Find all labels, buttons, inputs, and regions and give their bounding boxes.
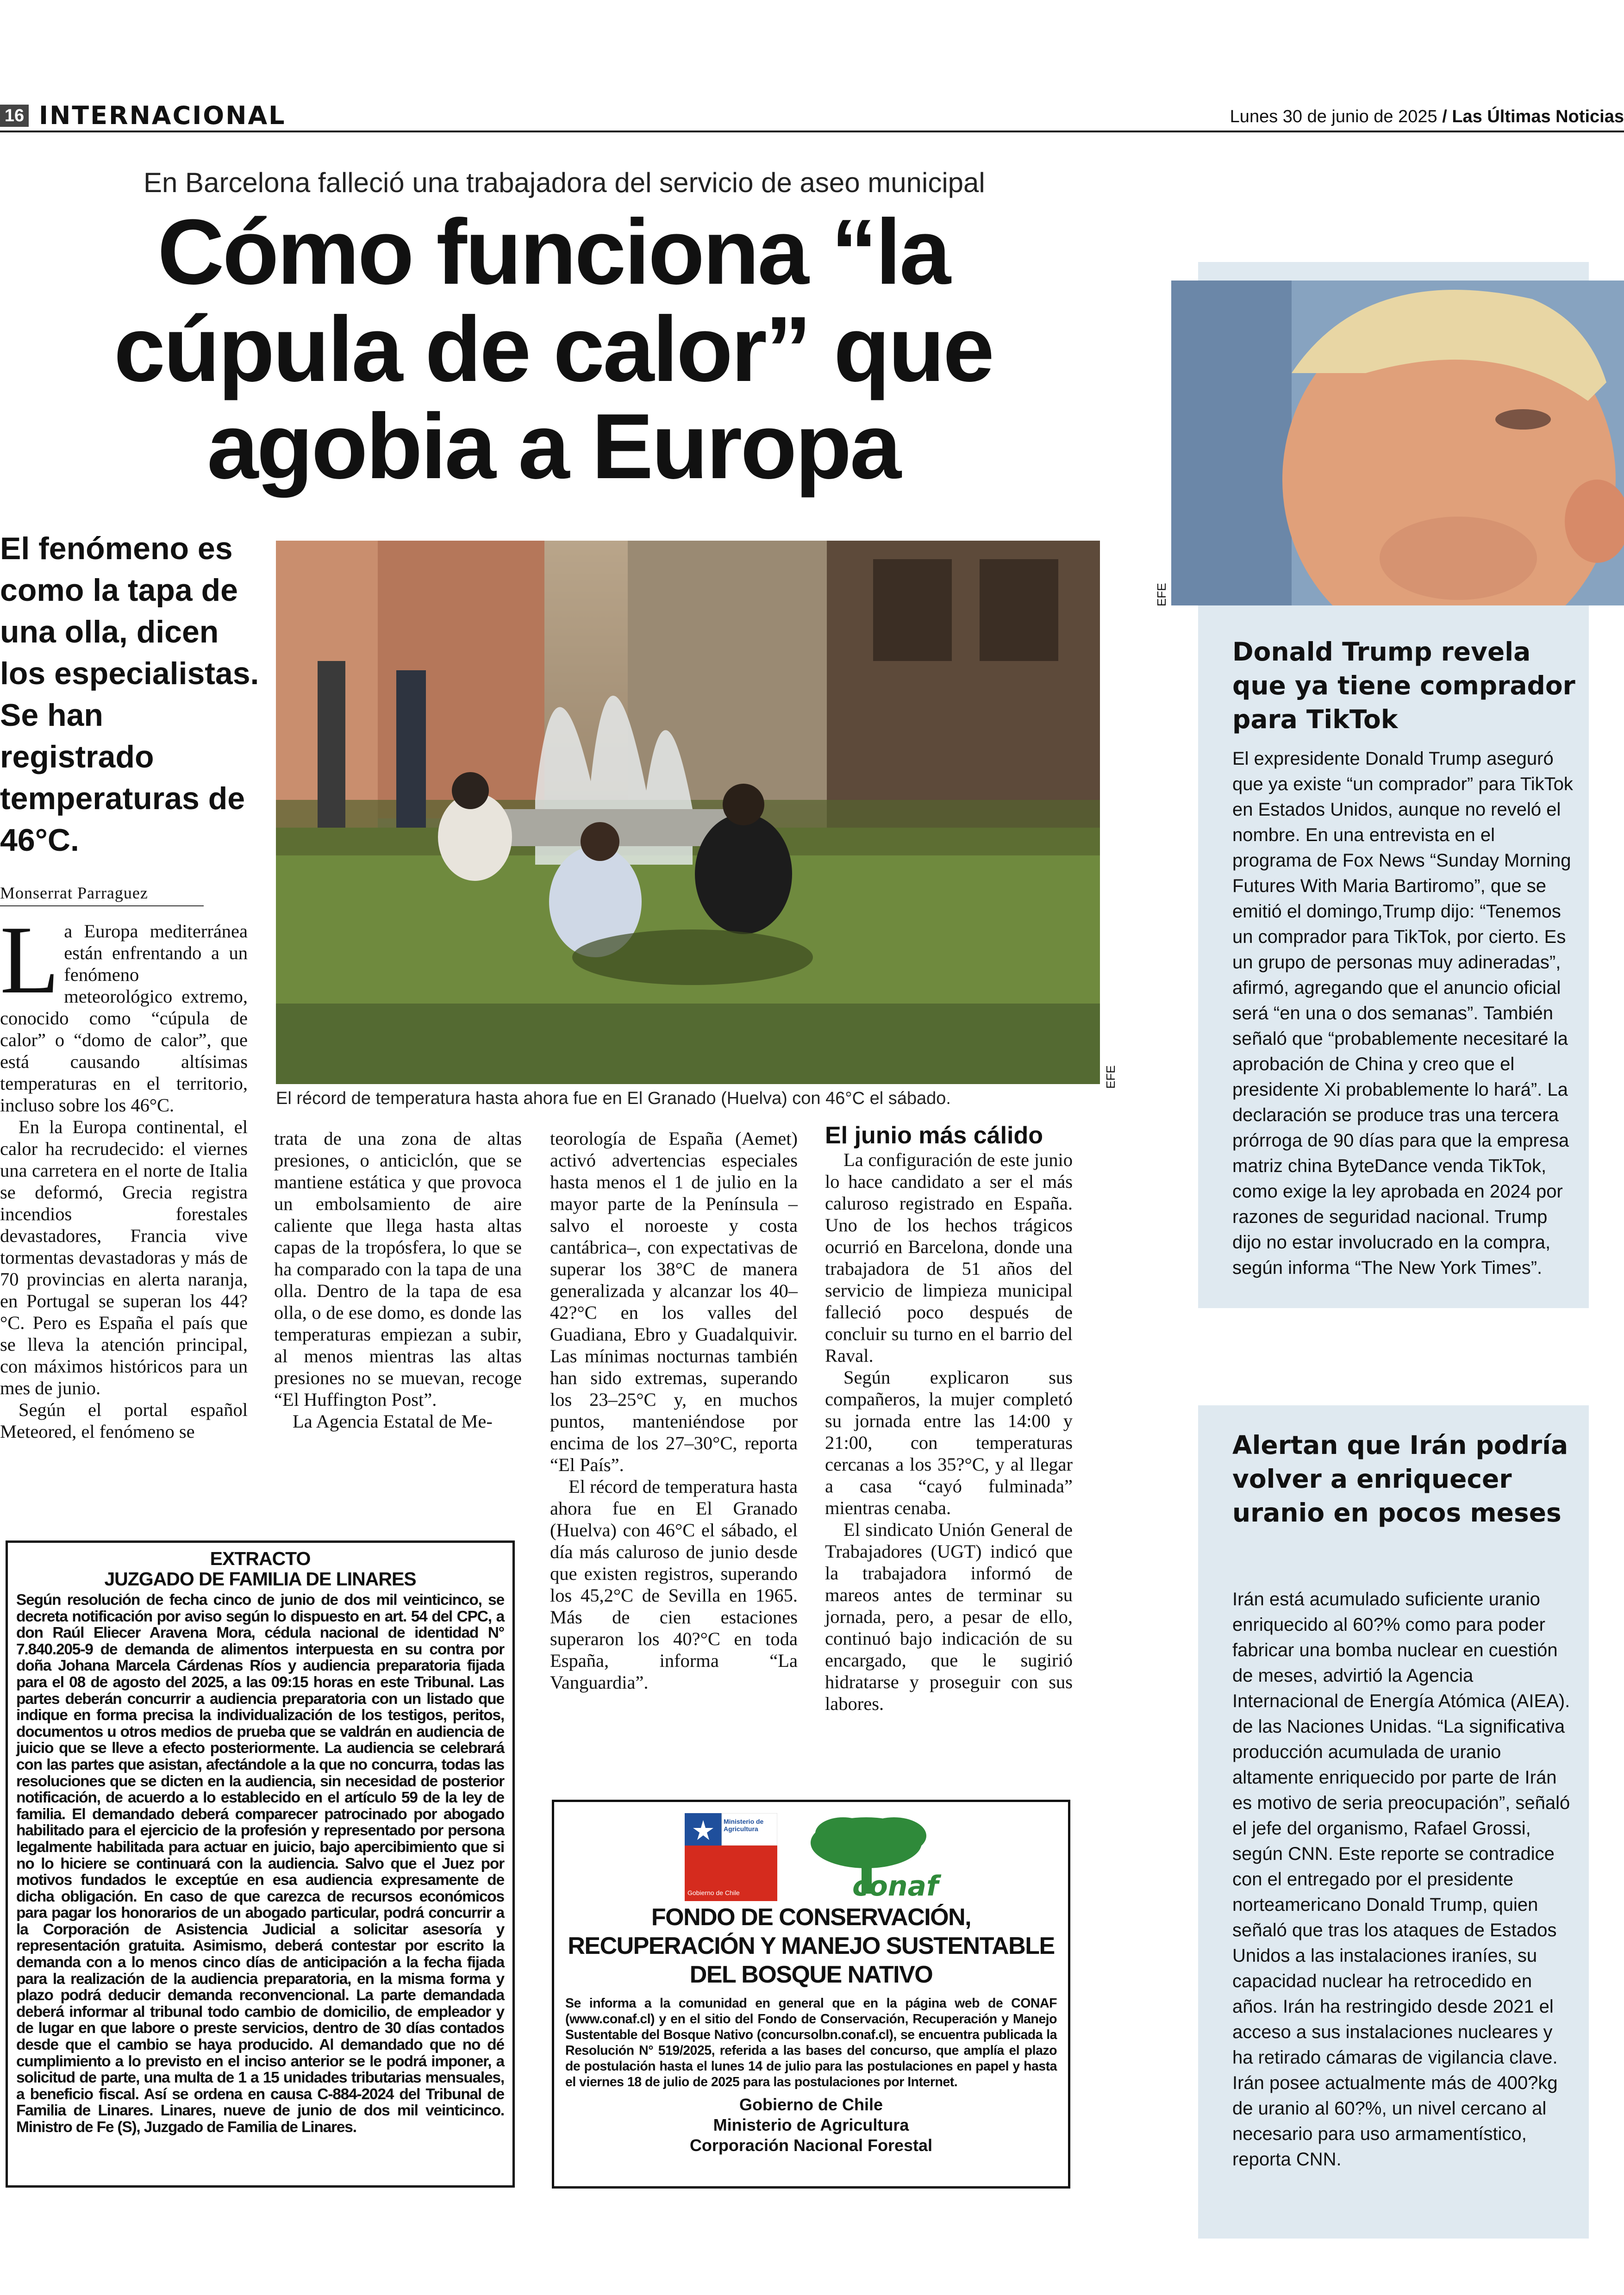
ad-signature (565, 2095, 1057, 2156)
issue-date: Lunes 30 de junio de 2025 (1230, 107, 1437, 126)
headline: Cómo funciona “la cúpula de calor” que agobia a Europa (113, 200, 993, 498)
subheading: El junio más cálido (825, 1122, 1043, 1149)
legal-notice-title: EXTRACTO (210, 1548, 311, 1569)
byline: Monserrat Parraguez (0, 883, 204, 906)
iran-headline: Alertan que Irán podría volver a enriquecer uranio en pocos meses (1232, 1430, 1568, 1528)
newspaper-name: Las Últimas Noticias (1452, 107, 1624, 126)
iran-body: Irán está acumulado suficiente uranio enriquecido al 60?% como para poder fabricar una bomba nuclear en cuestión de meses, advirtió la Agencia Internacional de Energía Atómica (AIEA). de las Naciones Unidas. “La significativa producción acumulada de uranio altamente enriquecido por parte de Irán es motivo de seria preocupación”, señaló el jefe del organismo, Rafael Grossi, según CNN. Este reporte se contradice con el entregado por el presidente norteamericano Donald Trump, quien señaló que tras los ataques de Estados Unidos a las instalaciones iraníes, su capacidad nuclear ha retrocedido en años. Irán ha restringido desde 2021 el acceso a sus instalaciones nucleares y ha retirado cámaras de vigilancia clave. Irán posee actualmente más de 400?kg de uranio al 60?%, un nivel cercano al necesario para uso armamentístico, reporta CNN. (1232, 1589, 1570, 2170)
trump-body: El expresidente Donald Trump aseguró que ya existe “un comprador” para TikTok en Estados Unidos, aunque no reveló el nombre. En una entrevista en el programa de Fox News “Sunday Morning Futures With Maria Bartiromo”, que se emitió el domingo,Trump dijo: “Tenemos un comprador para TikTok, por cierto. Es un grupo de personas muy adineradas”, afirmó, agregando que el anuncio oficial será “en una o dos semanas”. También señaló que “probablemente necesitaré la aprobación de China y creo que el presidente Xi probablemente lo hará”. La declaración se produce tras una tercera prórroga de 90 días para que la empresa matriz china ByteDance venda TikTok, como exige la ley aprobada en 2024 por razones de seguridad nacional. Trump dijo no estar involucrado en la compra, según informa “The New York Times”. (1232, 748, 1573, 1278)
paragraph: trata de una zona de altas presiones, o anticiclón, que se mantiene estática y que provoca un embolsamiento de aire caliente que llega hasta altas capas de la tropósfera, lo que se ha comparado con la tapa de una olla. Dentro de la tapa de esa olla, o de ese domo, es donde las temperaturas empiezan a subir, al menos mientras las altas presiones no se muevan, recoge “El Huffington Post”. (274, 1128, 522, 1410)
paragraph: Según explicaron sus compañeros, la mujer completó su jornada entre las 14:00 y 21:00, con temperaturas cercanas a los 35?°C, y al llegar a casa “cayó fulminada” mientras cenaba. (825, 1367, 1073, 1518)
paragraph: El sindicato Unión General de Trabajadores (UGT) indicó que la trabajadora informó de mareos antes de terminar su jornada, pero, a pesar de ello, continuó bajo indicación de su encargado, que le sugirió hidratarse y proseguir con sus labores. (825, 1519, 1073, 1714)
ad-logos (565, 1810, 1057, 1903)
paragraph: La Agencia Estatal de Me- (293, 1411, 493, 1432)
ad-signature-line: Ministerio de Agricultura (713, 2115, 909, 2134)
photo-caption: El récord de temperatura hasta ahora fue en El Granado (Huelva) con 46°C el sábado. (276, 1089, 951, 1108)
article-column-2 (274, 1128, 522, 1432)
ad-signature-line: Corporación Nacional Forestal (689, 2136, 933, 2155)
main-photo (276, 541, 1100, 1084)
legal-notice (6, 1540, 515, 2188)
article-column-4 (825, 1122, 1073, 1715)
conaf-advertisement (552, 1800, 1070, 2189)
legal-notice-court: JUZGADO DE FAMILIA DE LINARES (104, 1568, 416, 1590)
trump-headline: Donald Trump revela que ya tiene comprador para TikTok (1232, 637, 1575, 734)
article-column-3 (550, 1128, 798, 1693)
legal-notice-body: Según resolución de fecha cinco de junio de dos mil veinticinco, se decreta notificación por aviso según lo dispuesto en art. 54 del CPC, a don Raúl Eliecer Aravena Mora, cédula nacional de identidad N° 7.840.205-9 de demanda de alimentos interpuesta en su contra por doña Johana Marcela Cárdenas Ríos y audiencia preparatoria fijada para el 08 de agosto del 2025, a las 09:15 horas en este Tribunal. Las partes deberán concurrir a audiencia preparatoria con un listado que indique en forma precisa la individualización de los testigos, peritos, documentos u otros medios de prueba que se valdrán en audiencia de juicio que se lleve a efecto posteriormente. La audiencia se celebrará con las partes que asistan, afectándole a la que no concurra, todas las resoluciones que se dicten en la audiencia, sin necesidad de posterior notificación, de acuerdo a lo establecido en el artículo 59 de la ley de familia. El demandado deberá comparecer patrocinado por abogado habilitado para el ejercicio de la profesión y representado por persona legalmente habilitada para actuar en juicio, bajo apercibimiento que si no lo hiciere se continuará con la audiencia. Salvo que el Juez por motivos fundados le exceptúe en esa audiencia expresamente de dicha obligación. En caso de que carezca de recursos económicos para pagar los honorarios de un abogado particular, podrá concurrir a la Corporación de Asistencia Judicial a solicitar asesoría y representación gratuita. Asimismo, deberá contestar por escrito la demanda con a lo menos cinco días de anticipación a la fecha fijada para la realización de la audiencia preparatoria, en la misma forma y plazo podrá deducir demanda reconvencional. La parte demandada deberá informar al tribunal todo cambio de domicilio, de empleador y de lugar en que labore o preste servicios, dentro de 30 días contados desde que el cambio se haya producido. Al demandado que no dé cumplimiento a lo previsto en el inciso anterior se le podrá imponer, a solicitud de parte, una multa de 1 a 15 unidades tributarias mensuales, a beneficio fiscal. Así se ordena en causa C-884-2024 del Tribunal de Familia de Linares. Linares, nueve de junio de dos mil veinticinco. Ministro de Fe (S), Juzgado de Familia de Linares. (16, 1591, 504, 2136)
portrait-photo (1171, 281, 1624, 605)
ad-body: Se informa a la comunidad en general que en la página web de CONAF (www.conaf.cl) y en el sitio del Fondo de Conservación, Recuperación y Manejo Sustentable del Bosque Nativo (concursolbn.conaf.cl), se encuentra publicada la Resolución N° 519/2025, referida a las bases del concurso, que amplía el plazo de postulación hasta el lunes 14 de julio para las postulaciones en papel y hasta el viernes 18 de julio de 2025 para las postulaciones por Internet. (565, 1996, 1057, 2089)
page-number: 16 (0, 105, 29, 127)
paragraph: El récord de temperatura hasta ahora fue en El Granado (Huelva) con 46°C el sábado, el día más caluroso de junio desde que existen registros, superando los 45,2°C de Sevilla en 1965. Más de cien estaciones superaron los 40?°C en toda España, informa “La Vanguardia”. (550, 1476, 798, 1693)
trump-photo-credit: EFE (1155, 583, 1168, 606)
ad-title: FONDO DE CONSERVACIÓN, RECUPERACIÓN Y MANEJO SUSTENTABLE DEL BOSQUE NATIVO (568, 1904, 1055, 1988)
header-rule (0, 131, 1624, 132)
kicker: En Barcelona falleció una trabajadora del servicio de aseo municipal (144, 167, 985, 198)
ministry-logo-text: Ministerio de Agricultura (724, 1818, 764, 1833)
trump-photo (1171, 281, 1624, 605)
paragraph: a Europa mediterránea están enfrentando a un fenómeno meteorológico extremo, conocido como “cúpula de calor” o “domo de calor”, que está causando altísimas temperaturas en el territorio, incluso sobre los 46°C. (0, 921, 248, 1116)
article-column-1 (0, 906, 248, 1442)
ad-signature-line: Gobierno de Chile (739, 2095, 883, 2114)
conaf-logo (806, 1815, 945, 1903)
conaf-logo-text: conaf (852, 1870, 939, 1902)
ministry-logo (685, 1813, 777, 1901)
header-dateline (1230, 106, 1624, 128)
photo-credit: EFE (1104, 1065, 1118, 1089)
separator: / (1442, 107, 1447, 126)
government-logo-text: Gobierno de Chile (687, 1889, 740, 1896)
section-title: INTERNACIONAL (39, 101, 286, 130)
paragraph: La configuración de este junio lo hace candidato a ser el más caluroso registrado en España. Uno de los hechos trágicos ocurrió en Barcelona, donde una trabajadora de 51 años del servicio de limpieza municipal falleció poco después de concluir su turno en el barrio del Raval. (825, 1149, 1073, 1366)
paragraph: En la Europa continental, el calor ha recrudecido: el viernes una carretera en el norte de Italia se deformó, Grecia registra incendios forestales devastadores, Francia vive tormentas devastadoras y más de 70 provincias en alerta naranja, en Portugal se superan los 44?°C. Pero es España el país que se lleva la atención principal, con máximos históricos para un mes de junio. (0, 1116, 248, 1398)
drop-cap: L (0, 906, 60, 1014)
park-fountain-photo (276, 541, 1100, 1084)
paragraph: teorología de España (Aemet) activó advertencias especiales hasta menos el 1 de julio en la mayor parte de la Península –salvo el noroeste y costa cantábrica–, con expectativas de superar los 38°C de manera generalizada y alcanzar los 40–42?°C en los valles del Guadiana, Ebro y Guadalquivir. Las mínimas nocturnas también han sido extremas, superando los 23–25°C y, en muchos puntos, manteniéndose por encima de los 27–30°C, reporta “El País”. (550, 1128, 798, 1475)
deck: El fenómeno es como la tapa de una olla, dicen los especialistas. Se han registrado temperaturas de 46°C. (0, 531, 259, 858)
paragraph: Según el portal español Meteored, el fenómeno se (0, 1399, 248, 1442)
